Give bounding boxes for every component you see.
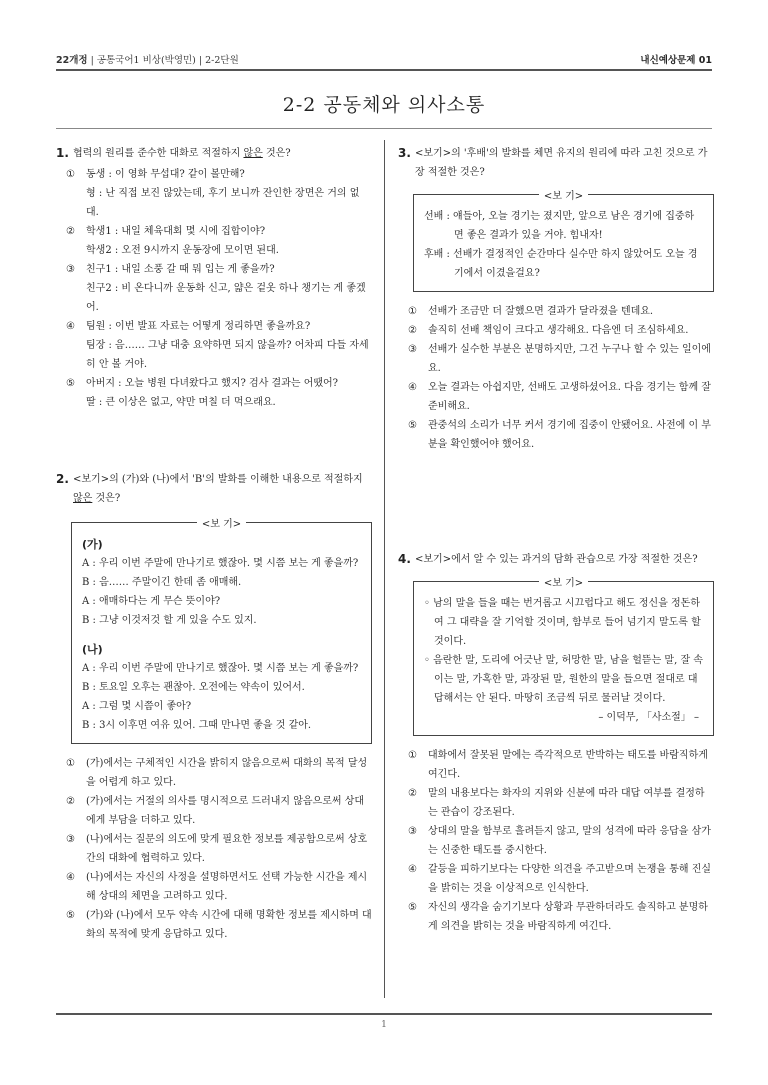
dialogue-line: A : 그럼 몇 시쯤이 좋아? [82, 701, 192, 712]
dialogue-line: B : 3시 이후면 여유 있어. 그때 만나면 좋을 것 같아. [82, 720, 312, 731]
option-5[interactable]: ⑤ 관중석의 소리가 너무 커서 경기에 집중이 안됐어요. 사전에 이 부분을 확인했어야 했어요. [408, 420, 711, 450]
quote-bullet: ◦ 음란한 말, 도리에 어긋난 말, 허망한 말, 남을 헐뜯는 말, 잘 속이는 말, 가혹한 말, 과장된 말, 원한의 말을 들으면 절대로 대답해서는 안 된다. 마땅히 조금씩 뒤로 물러날 것이다. [424, 655, 703, 704]
title-rule [56, 128, 712, 129]
option-4[interactable]: ④ 팀원 : 이번 발표 자료는 어떻게 정리하면 좋을까요? 팀장 : 음…… 그냥 대충 요약하면 되지 않을까? 어차피 다들 자세히 안 볼 거야. [66, 321, 369, 370]
option-1[interactable]: ① (가)에서는 구체적인 시간을 밝히지 않음으로써 대화의 목적 달성을 어렵게 하고 있다. [66, 758, 368, 788]
question-3 [398, 144, 714, 182]
question-number: 2. [56, 472, 69, 486]
option-3[interactable]: ③ 친구1 : 내일 소풍 갈 때 뭐 입는 게 좋을까? 친구2 : 비 온다니까 운동화 신고, 얇은 겉옷 하나 챙기는 게 좋겠어. [66, 264, 366, 313]
question-1 [56, 144, 372, 163]
page-title: 2-2 공동체와 의사소통 [282, 94, 486, 116]
option-1[interactable]: ① 선배가 조금만 더 잘했으면 결과가 달라졌을 텐데요. [408, 306, 654, 317]
passage-na-heading: (나) [82, 643, 103, 656]
bogi-label: <보 기> [414, 187, 713, 206]
quote-bullet: ◦ 남의 말을 들을 때는 번거롭고 시끄럽다고 해도 정신을 정돈하여 그 대략을 잘 기억할 것이며, 함부로 들어 넘기지 말도록 할 것이다. [424, 598, 701, 647]
question-2 [56, 470, 372, 508]
option-4[interactable]: ④ 오늘 결과는 아쉽지만, 선배도 고생하셨어요. 다음 경기는 함께 잘 준비해요. [408, 382, 711, 412]
question-number: 3. [398, 146, 411, 160]
option-1[interactable]: ① 대화에서 잘못된 말에는 즉각적으로 반박하는 태도를 바람직하게 여긴다. [408, 750, 708, 780]
right-column [398, 144, 714, 454]
quote-source: – 이덕무, 「사소절」 – [598, 712, 699, 723]
option-3[interactable]: ③ 상대의 말을 함부로 흘려듣지 않고, 말의 성격에 따라 응답을 삼가는 신중한 태도를 중시한다. [408, 826, 711, 856]
option-2[interactable]: ② 학생1 : 내일 체육대회 몇 시에 집합이야? 학생2 : 오전 9시까지 운동장에 모이면 된대. [66, 226, 279, 256]
dialogue-line: B : 그냥 이것저것 할 게 있을 수도 있지. [82, 615, 257, 626]
question-number: 4. [398, 552, 411, 566]
bogi-label: <보 기> [72, 515, 371, 534]
question-stem: 협력의 원리를 준수한 대화로 적절하지 않은 것은? [73, 148, 291, 159]
right-column-q4 [398, 550, 714, 936]
header-right: 내신예상문제 01 [640, 55, 712, 66]
question-stem: <보기>의 '후배'의 발화를 체면 유지의 원리에 따라 고친 것으로 가장 적절한 것은? [415, 148, 708, 178]
bogi-label: <보 기> [414, 574, 713, 593]
curriculum-label: 22개정 [56, 55, 88, 66]
dialogue-line: B : 토요일 오후는 괜찮아. 오전에는 약속이 있어서. [82, 682, 305, 693]
left-column-q2 [56, 470, 372, 944]
dialogue-line: A : 애매하다는 게 무슨 뜻이야? [82, 596, 221, 607]
question-stem: <보기>에서 알 수 있는 과거의 담화 관습으로 가장 적절한 것은? [415, 554, 698, 565]
question-4 [398, 550, 714, 569]
option-5[interactable]: ⑤ (가)와 (나)에서 모두 약속 시간에 대해 명확한 정보를 제시하며 대화의 목적에 맞게 응답하고 있다. [66, 910, 372, 940]
passage-ga-heading: (가) [82, 538, 103, 551]
option-2[interactable]: ② 말의 내용보다는 화자의 지위와 신분에 따라 대답 여부를 결정하는 관습이 강조된다. [408, 788, 705, 818]
page-number: 1 [381, 1020, 387, 1030]
bogi-box [413, 578, 714, 736]
bogi-box [71, 519, 372, 744]
option-1[interactable]: ① 동생 : 이 영화 무섭대? 같이 볼만해? 형 : 난 직접 보진 않았는데, 후기 보니까 잔인한 장면은 거의 없대. [66, 169, 360, 218]
footer-rule [56, 1013, 712, 1015]
dialogue-line: 후배 : 선배가 결정적인 순간마다 실수만 하지 않았어도 오늘 경기에서 이겼을걸요? [424, 249, 698, 279]
option-3[interactable]: ③ 선배가 실수한 부분은 분명하지만, 그건 누구나 할 수 있는 일이에요. [408, 344, 711, 374]
question-stem: <보기>의 (가)와 (나)에서 'B'의 발화를 이해한 내용으로 적절하지 않은 것은? [73, 474, 363, 504]
header-left [56, 52, 239, 66]
option-5[interactable]: ⑤ 자신의 생각을 숨기기보다 상황과 무관하더라도 솔직하고 분명하게 의견을 밝히는 것을 바람직하게 여긴다. [408, 902, 708, 932]
option-4[interactable]: ④ (나)에서는 자신의 사정을 설명하면서도 선택 가능한 시간을 제시해 상대의 체면을 고려하고 있다. [66, 872, 368, 902]
dialogue-line: A : 우리 이번 주말에 만나기로 했잖아. 몇 시쯤 보는 게 좋을까? [82, 558, 359, 569]
column-divider [384, 140, 385, 998]
option-2[interactable]: ② 솔직히 선배 책임이 크다고 생각해요. 다음엔 더 조심하세요. [408, 325, 689, 336]
course-info: | 공통국어1 비상(박영민) | 2-2단원 [87, 55, 239, 66]
option-2[interactable]: ② (가)에서는 거절의 의사를 명시적으로 드러내지 않음으로써 상대에게 부담을 더하고 있다. [66, 796, 365, 826]
bogi-box [413, 191, 714, 292]
left-column [56, 144, 372, 412]
dialogue-line: B : 음…… 주말이긴 한데 좀 애매해. [82, 577, 242, 588]
header-rule [56, 69, 712, 71]
option-4[interactable]: ④ 갈등을 피하기보다는 다양한 의견을 주고받으며 논쟁을 통해 진실을 밝히는 것을 이상적으로 인식한다. [408, 864, 712, 894]
option-5[interactable]: ⑤ 아버지 : 오늘 병원 다녀왔다고 했지? 검사 결과는 어땠어? 딸 : 큰 이상은 없고, 약만 며칠 더 먹으래요. [66, 378, 339, 408]
question-number: 1. [56, 146, 69, 160]
dialogue-line: 선배 : 얘들아, 오늘 경기는 졌지만, 앞으로 남은 경기에 집중하면 좋은 결과가 있을 거야. 힘내자! [424, 211, 695, 241]
dialogue-line: A : 우리 이번 주말에 만나기로 했잖아. 몇 시쯤 보는 게 좋을까? [82, 663, 359, 674]
option-3[interactable]: ③ (나)에서는 질문의 의도에 맞게 필요한 정보를 제공함으로써 상호 간의 대화에 협력하고 있다. [66, 834, 368, 864]
